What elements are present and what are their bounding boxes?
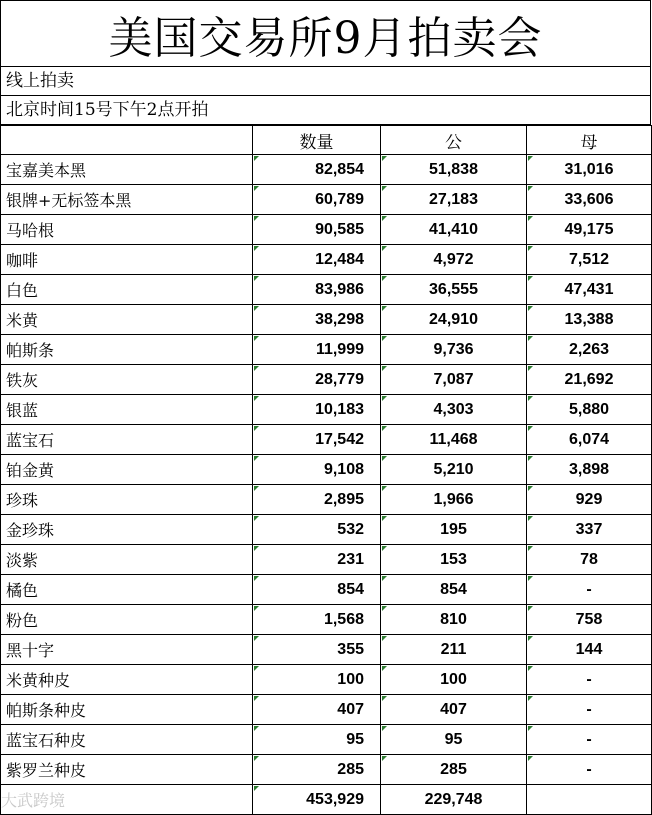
- table-row: [1, 335, 652, 365]
- table-row: [1, 275, 652, 305]
- quantity-cell: 2,895: [253, 485, 381, 515]
- table-row: [1, 215, 652, 245]
- quantity-cell: 95: [253, 725, 381, 755]
- table-row: [1, 485, 652, 515]
- male-count-cell: 1,966: [381, 485, 527, 515]
- watermark-label: 大武跨境: [1, 785, 253, 815]
- fur-type-cell: 蓝宝石: [1, 425, 253, 455]
- male-count-cell: 95: [381, 725, 527, 755]
- quantity-cell: 10,183: [253, 395, 381, 425]
- quantity-cell: 17,542: [253, 425, 381, 455]
- header-cell-male: 公: [381, 126, 527, 155]
- quantity-cell: 12,484: [253, 245, 381, 275]
- quantity-cell: 83,986: [253, 275, 381, 305]
- header-row: [1, 126, 652, 155]
- female-count-cell: 2,263: [527, 335, 652, 365]
- fur-type-cell: 银牌+无标签本黑: [1, 185, 253, 215]
- fur-type-cell: 马哈根: [1, 215, 253, 245]
- table-row: [1, 755, 652, 785]
- female-count-cell: 78: [527, 545, 652, 575]
- header-cell-quantity: 数量: [253, 126, 381, 155]
- total-male-cell: 229,748: [381, 785, 527, 815]
- table-row: [1, 155, 652, 185]
- table-row: [1, 635, 652, 665]
- fur-type-cell: 帕斯条: [1, 335, 253, 365]
- table-row: [1, 515, 652, 545]
- male-count-cell: 100: [381, 665, 527, 695]
- male-count-cell: 5,210: [381, 455, 527, 485]
- fur-type-cell: 宝嘉美本黑: [1, 155, 253, 185]
- female-count-cell: 7,512: [527, 245, 652, 275]
- table-row: [1, 395, 652, 425]
- table-row: [1, 245, 652, 275]
- fur-type-cell: 紫罗兰种皮: [1, 755, 253, 785]
- quantity-cell: 9,108: [253, 455, 381, 485]
- table-row: [1, 725, 652, 755]
- fur-type-cell: 咖啡: [1, 245, 253, 275]
- female-count-cell: 337: [527, 515, 652, 545]
- female-count-cell: 31,016: [527, 155, 652, 185]
- female-count-cell: 21,692: [527, 365, 652, 395]
- auction-time-label: 北京时间15号下午2点开拍: [0, 96, 651, 125]
- table-row: [1, 365, 652, 395]
- male-count-cell: 4,972: [381, 245, 527, 275]
- table-row: [1, 665, 652, 695]
- female-count-cell: 13,388: [527, 305, 652, 335]
- female-count-cell: 33,606: [527, 185, 652, 215]
- male-count-cell: 9,736: [381, 335, 527, 365]
- fur-type-cell: 银蓝: [1, 395, 253, 425]
- table-row: [1, 185, 652, 215]
- quantity-cell: 854: [253, 575, 381, 605]
- fur-type-cell: 黑十字: [1, 635, 253, 665]
- fur-type-cell: 粉色: [1, 605, 253, 635]
- fur-type-cell: 铁灰: [1, 365, 253, 395]
- quantity-cell: 38,298: [253, 305, 381, 335]
- table-row: [1, 425, 652, 455]
- male-count-cell: 153: [381, 545, 527, 575]
- female-count-cell: -: [527, 695, 652, 725]
- female-count-cell: 49,175: [527, 215, 652, 245]
- fur-type-cell: 白色: [1, 275, 253, 305]
- female-count-cell: -: [527, 755, 652, 785]
- fur-type-cell: 米黄种皮: [1, 665, 253, 695]
- male-count-cell: 4,303: [381, 395, 527, 425]
- male-count-cell: 854: [381, 575, 527, 605]
- female-count-cell: 47,431: [527, 275, 652, 305]
- male-count-cell: 195: [381, 515, 527, 545]
- female-count-cell: 5,880: [527, 395, 652, 425]
- fur-type-cell: 金珍珠: [1, 515, 253, 545]
- female-count-cell: -: [527, 665, 652, 695]
- male-count-cell: 27,183: [381, 185, 527, 215]
- header-cell-female: 母: [527, 126, 652, 155]
- female-count-cell: 3,898: [527, 455, 652, 485]
- quantity-cell: 355: [253, 635, 381, 665]
- female-count-cell: 6,074: [527, 425, 652, 455]
- male-count-cell: 7,087: [381, 365, 527, 395]
- auction-table: [0, 125, 652, 815]
- male-count-cell: 51,838: [381, 155, 527, 185]
- quantity-cell: 285: [253, 755, 381, 785]
- quantity-cell: 407: [253, 695, 381, 725]
- male-count-cell: 41,410: [381, 215, 527, 245]
- table-row: [1, 305, 652, 335]
- auction-mode-label: 线上拍卖: [0, 67, 651, 96]
- quantity-cell: 82,854: [253, 155, 381, 185]
- female-count-cell: -: [527, 575, 652, 605]
- header-cell-name: [1, 126, 253, 155]
- quantity-cell: 532: [253, 515, 381, 545]
- quantity-cell: 90,585: [253, 215, 381, 245]
- quantity-cell: 231: [253, 545, 381, 575]
- table-row: [1, 695, 652, 725]
- male-count-cell: 11,468: [381, 425, 527, 455]
- table-row: [1, 575, 652, 605]
- fur-type-cell: 珍珠: [1, 485, 253, 515]
- fur-type-cell: 米黄: [1, 305, 253, 335]
- female-count-cell: 929: [527, 485, 652, 515]
- male-count-cell: 36,555: [381, 275, 527, 305]
- male-count-cell: 407: [381, 695, 527, 725]
- quantity-cell: 11,999: [253, 335, 381, 365]
- fur-type-cell: 蓝宝石种皮: [1, 725, 253, 755]
- quantity-cell: 1,568: [253, 605, 381, 635]
- quantity-cell: 60,789: [253, 185, 381, 215]
- total-row: [1, 785, 652, 815]
- female-count-cell: 144: [527, 635, 652, 665]
- sheet-title: 美国交易所9月拍卖会: [0, 0, 651, 67]
- fur-type-cell: 铂金黄: [1, 455, 253, 485]
- quantity-cell: 28,779: [253, 365, 381, 395]
- female-count-cell: -: [527, 725, 652, 755]
- male-count-cell: 810: [381, 605, 527, 635]
- total-female-cell: [527, 785, 652, 815]
- female-count-cell: 758: [527, 605, 652, 635]
- fur-type-cell: 淡紫: [1, 545, 253, 575]
- male-count-cell: 211: [381, 635, 527, 665]
- quantity-cell: 100: [253, 665, 381, 695]
- table-row: [1, 605, 652, 635]
- total-quantity-cell: 453,929: [253, 785, 381, 815]
- table-row: [1, 455, 652, 485]
- male-count-cell: 285: [381, 755, 527, 785]
- male-count-cell: 24,910: [381, 305, 527, 335]
- fur-type-cell: 帕斯条种皮: [1, 695, 253, 725]
- table-row: [1, 545, 652, 575]
- fur-type-cell: 橘色: [1, 575, 253, 605]
